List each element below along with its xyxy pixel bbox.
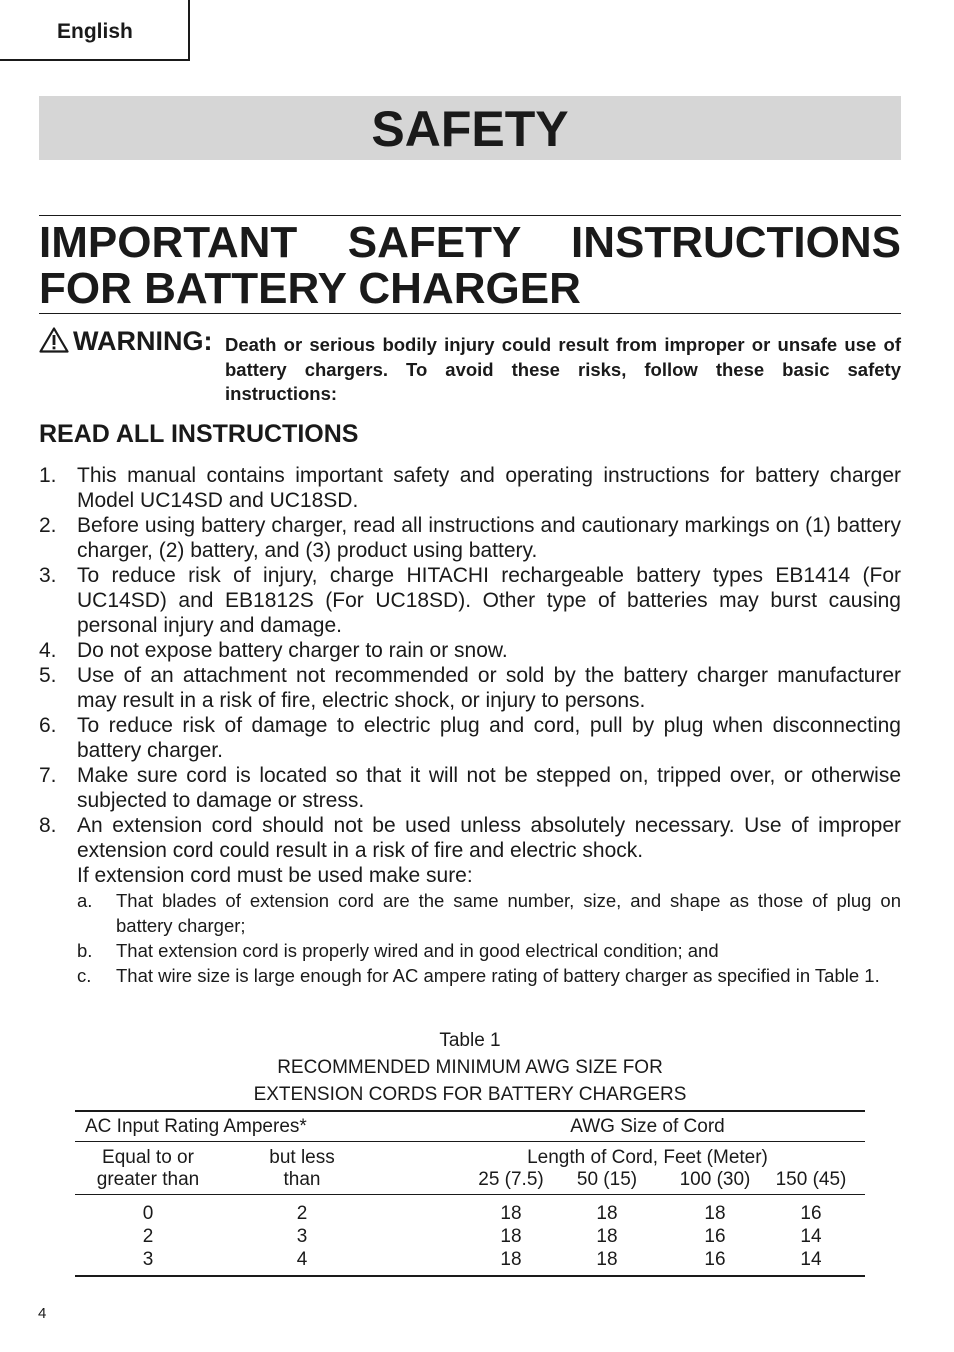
length-of-cord-header: Length of Cord, Feet (Meter) (527, 1147, 768, 1168)
list-item (39, 563, 901, 638)
table-bottom-rule (75, 1275, 865, 1277)
sub-item-letter: a. (77, 890, 93, 911)
col2-header-line1: but less (269, 1147, 335, 1168)
table-top-rule (75, 1110, 865, 1112)
table-cell-greater-than: 0 (142, 1203, 154, 1224)
table-cell-awg-25ft: 18 (500, 1203, 522, 1224)
page-number: 4 (38, 1305, 47, 1322)
sub-item-text: That wire size is large enough for AC ampere rating of battery charger as specified in Table 1. (116, 965, 880, 986)
sub-item (39, 888, 901, 938)
list-item (39, 638, 901, 663)
sub-item-text: That extension cord is properly wired and in good electrical condition; and (116, 940, 719, 961)
list-item (39, 813, 901, 863)
item-number: 6. (39, 714, 57, 737)
item-text: Do not expose battery charger to rain or snow. (77, 639, 508, 662)
table-caption (39, 1027, 901, 1108)
table-label: Table 1 (439, 1030, 501, 1051)
warning-text: Death or serious bodily injury could result from improper or unsafe use of battery chargers. To avoid these risks, follow these basic safety instructions: (225, 334, 901, 404)
item-number: 1. (39, 464, 57, 487)
table-title-line2: EXTENSION CORDS FOR BATTERY CHARGERS (253, 1084, 687, 1105)
col1-header-line2: greater than (96, 1169, 200, 1190)
warning-label-text: WARNING: (73, 326, 213, 356)
sub-item (39, 938, 901, 963)
table-cell-awg-50ft: 18 (596, 1203, 618, 1224)
table-cell-less-than: 2 (296, 1203, 308, 1224)
length-header-25: 25 (7.5) (478, 1169, 544, 1190)
item-number: 8. (39, 814, 57, 837)
table-cell-greater-than: 3 (142, 1249, 154, 1270)
sub-item-letter: b. (77, 940, 93, 961)
language-tab (0, 0, 190, 61)
title-bottom-rule (39, 313, 901, 314)
item-number: 5. (39, 664, 57, 687)
table-cell-awg-100ft: 16 (704, 1249, 726, 1270)
table-title-line1: RECOMMENDED MINIMUM AWG SIZE FOR (277, 1057, 663, 1078)
item-text: To reduce risk of damage to electric plug and cord, pull by plug when disconnecting battery charger. (77, 714, 901, 762)
item-text: Make sure cord is located so that it will not be stepped on, tripped over, or otherwise subjected to damage or stress. (77, 764, 901, 812)
item-text: This manual contains important safety and operating instructions for battery charger Model UC14SD and UC18SD. (77, 464, 901, 512)
sub-item-letter: c. (77, 965, 92, 986)
length-header-150: 150 (45) (775, 1169, 847, 1190)
table-cell-awg-50ft: 18 (596, 1226, 618, 1247)
col1-header-line1: Equal to or (102, 1147, 194, 1168)
read-all-heading: READ ALL INSTRUCTIONS (39, 420, 359, 448)
item-text: An extension cord should not be used unless absolutely necessary. Use of improper extension cord could result in a risk of fire and electric shock. (77, 814, 901, 862)
item-number: 4. (39, 639, 57, 662)
col-equal-or-greater-header (75, 1147, 221, 1191)
banner-title: SAFETY (371, 101, 569, 157)
table-header-rule (75, 1141, 865, 1142)
table-cell-awg-150ft: 16 (800, 1203, 822, 1224)
col2-header-line2: than (283, 1169, 321, 1190)
table-cell-less-than: 4 (296, 1249, 308, 1270)
list-item (39, 713, 901, 763)
item-number: 2. (39, 514, 57, 537)
table-cell-awg-100ft: 16 (704, 1226, 726, 1247)
table-cell-less-than: 3 (296, 1226, 308, 1247)
safety-banner (39, 96, 901, 160)
item8-extra: If extension cord must be used make sure: (77, 864, 473, 887)
title-top-rule (39, 215, 901, 216)
list-item (39, 763, 901, 813)
item-number: 7. (39, 764, 57, 787)
table-cell-awg-100ft: 18 (704, 1203, 726, 1224)
item-text: Before using battery charger, read all instructions and cautionary markings on (1) battery charger, (2) battery, and (3) product using battery. (77, 514, 901, 562)
list-item (39, 663, 901, 713)
table-cell-awg-150ft: 14 (800, 1226, 822, 1247)
table-cell-awg-25ft: 18 (500, 1249, 522, 1270)
sub-item-text: That blades of extension cord are the same number, size, and shape as those of plug on battery charger; (116, 890, 901, 936)
instruction-list (39, 463, 901, 988)
warning-label (39, 326, 212, 357)
col-less-than-header (239, 1147, 365, 1191)
item-text: Use of an attachment not recommended or sold by the battery charger manufacturer may result in a risk of fire, electric shock, or injury to persons. (77, 664, 901, 712)
table-cell-awg-150ft: 14 (800, 1249, 822, 1270)
table-cell-awg-50ft: 18 (596, 1249, 618, 1270)
main-title-line2: FOR BATTERY CHARGER (39, 264, 581, 313)
list-item (39, 463, 901, 513)
list-item (39, 513, 901, 563)
item-number: 3. (39, 564, 57, 587)
language-label: English (57, 20, 133, 43)
table-cell-awg-25ft: 18 (500, 1226, 522, 1247)
length-header-50: 50 (15) (576, 1169, 638, 1190)
item-text: To reduce risk of injury, charge HITACHI rechargeable battery types EB1414 (For UC14SD) and EB1812S (For UC18SD). Other type of batteries may burst causing personal injury and damage. (77, 564, 901, 637)
ac-input-header: AC Input Rating Amperes* (85, 1116, 307, 1137)
main-title (39, 220, 901, 312)
sub-item (39, 963, 901, 988)
main-title-line1: IMPORTANT SAFETY INSTRUCTIONS (39, 218, 901, 267)
awg-size-header: AWG Size of Cord (570, 1116, 725, 1137)
length-header-100: 100 (30) (679, 1169, 751, 1190)
table-cell-greater-than: 2 (142, 1226, 154, 1247)
warning-triangle-icon (39, 327, 69, 353)
table-body-rule (75, 1194, 865, 1195)
